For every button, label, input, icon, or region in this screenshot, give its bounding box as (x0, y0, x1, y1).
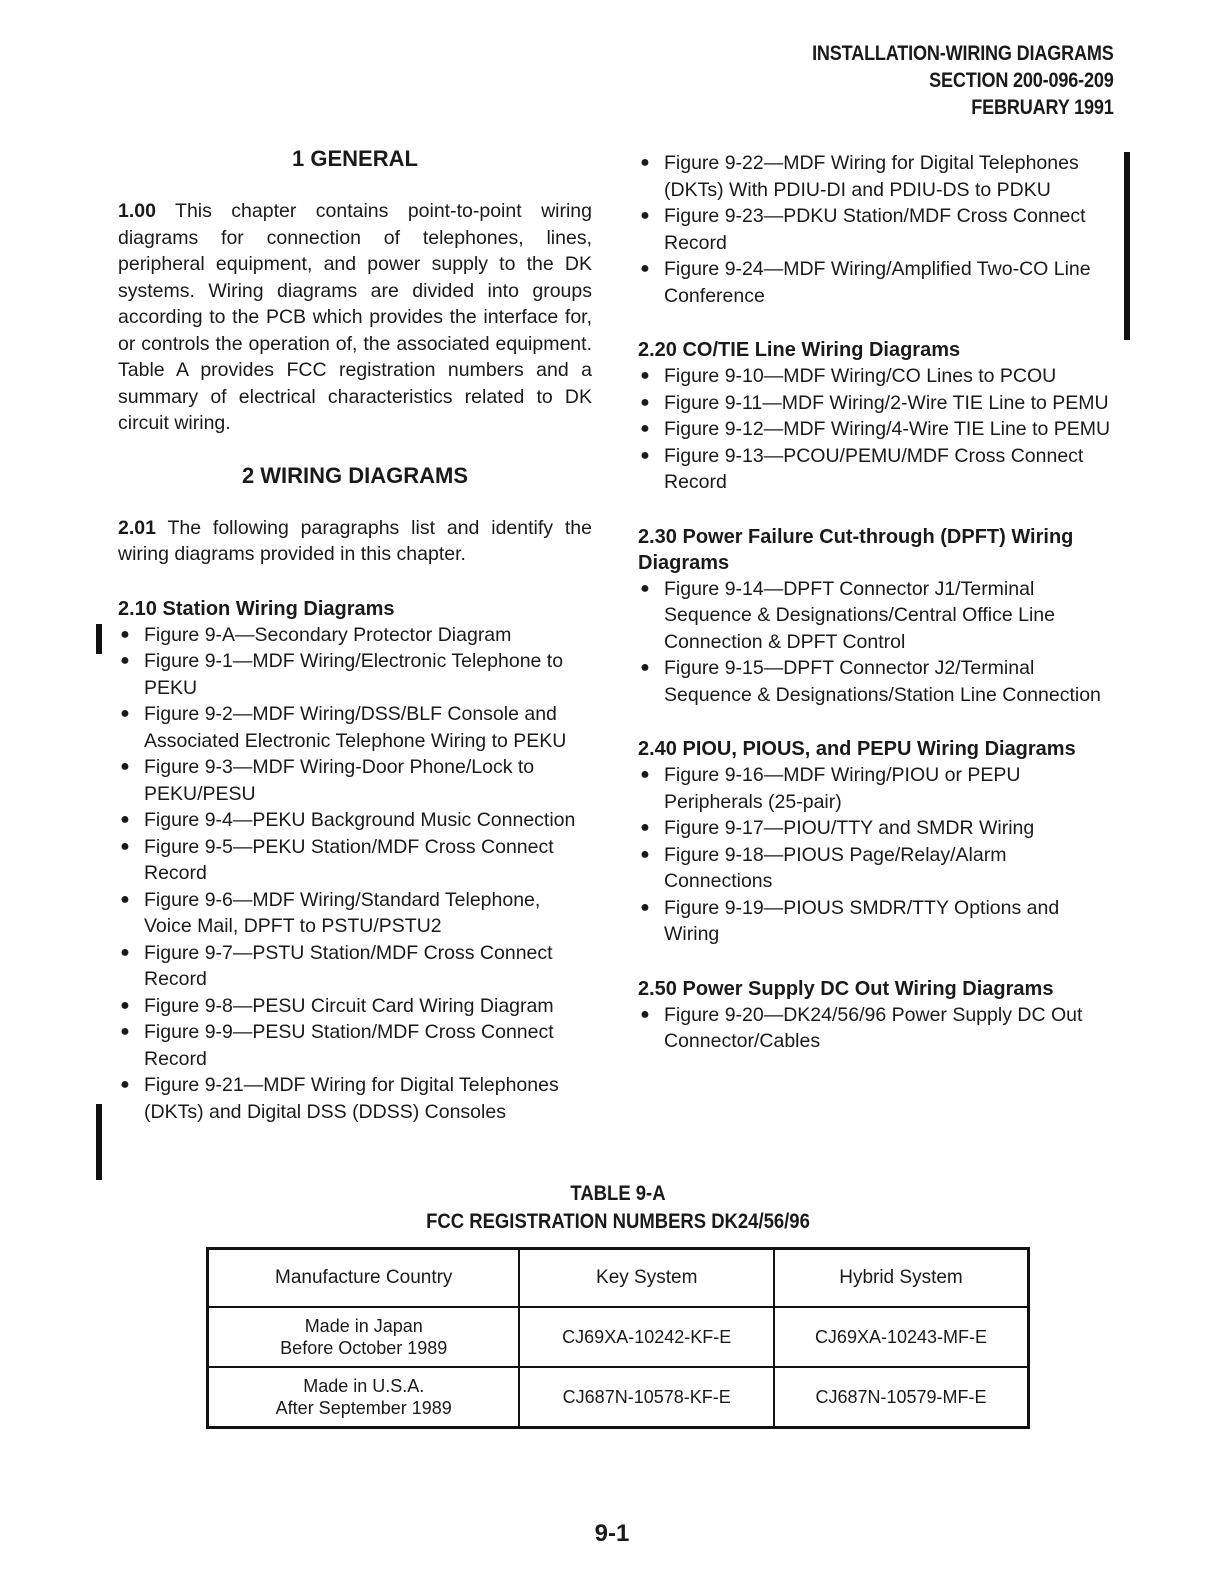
station-list (118, 622, 592, 1126)
bullet-icon: ● (640, 579, 650, 597)
list-item: ● Figure 9-13—PCOU/PEMU/MDF Cross Connect Record (638, 443, 1114, 496)
list-item: ● Figure 9-17—PIOU/TTY and SMDR Wiring (638, 815, 1114, 842)
dpft-heading: 2.30 Power Failure Cut-through (DPFT) Wiring Diagrams (638, 525, 1074, 574)
bullet-icon: ● (640, 420, 650, 437)
table-title: FCC REGISTRATION NUMBERS DK24/56/96 (426, 1210, 810, 1233)
table-row (208, 1307, 1029, 1367)
co-tie-heading: 2.20 CO/TIE Line Wiring Diagrams (638, 339, 961, 361)
list-item: ● Figure 9-6—MDF Wiring/Standard Telephone, Voice Mail, DPFT to PSTU/PSTU2 (118, 887, 592, 940)
list-item: ● Figure 9-11—MDF Wiring/2-Wire TIE Line to PEMU (638, 390, 1114, 417)
bullet-icon: ● (640, 1005, 650, 1023)
list-item: ● Figure 9-23—PDKU Station/MDF Cross Connect Record (638, 203, 1114, 256)
list-item: ● Figure 9-5—PEKU Station/MDF Cross Connect Record (118, 834, 592, 887)
bullet-icon: ● (120, 943, 130, 961)
fcc-registration-table (206, 1247, 1030, 1429)
bullet-icon: ● (640, 207, 650, 224)
column-header: Manufacture Country (208, 1249, 520, 1308)
bullet-icon: ● (120, 705, 130, 722)
wiring-paragraph (118, 515, 592, 568)
list-item: ● Figure 9-14—DPFT Connector J1/Terminal Sequence & Designations/Central Office Line Connection & DPFT Control (638, 576, 1114, 656)
header-section: SECTION 200-096-209 (929, 69, 1114, 92)
header-title: INSTALLATION-WIRING DIAGRAMS (812, 42, 1114, 65)
list-item: ● Figure 9-8—PESU Circuit Card Wiring Diagram (118, 993, 592, 1020)
bullet-icon: ● (120, 837, 130, 855)
list-item: ● Figure 9-7—PSTU Station/MDF Cross Connect Record (118, 940, 592, 993)
page-header (812, 40, 1114, 121)
left-column (118, 146, 592, 1125)
right-column (638, 150, 1114, 1055)
list-item: ● Figure 9-2—MDF Wiring/DSS/BLF Console and Associated Electronic Telephone Wiring to PEKU (118, 701, 592, 754)
bullet-icon: ● (120, 758, 130, 775)
general-paragraph (118, 198, 592, 437)
co-tie-list (638, 363, 1114, 496)
bullet-icon: ● (640, 367, 650, 384)
key-system-cell: CJ69XA-10242-KF-E (519, 1307, 774, 1367)
revision-bar (96, 1104, 102, 1180)
list-item: ● Figure 9-4—PEKU Background Music Connection (118, 807, 592, 834)
list-item: ● Figure 9-18—PIOUS Page/Relay/Alarm Connections (638, 842, 1114, 895)
table-caption (255, 1180, 980, 1236)
wiring-para-number: 2.01 (118, 516, 156, 539)
station-heading: 2.10 Station Wiring Diagrams (118, 597, 395, 620)
bullet-icon: ● (640, 819, 650, 836)
bullet-icon: ● (640, 659, 650, 676)
list-item: ● Figure 9-A—Secondary Protector Diagram (118, 622, 592, 649)
table-row (208, 1367, 1029, 1428)
general-para-text: This chapter contains point-to-point wiring diagrams for connection of telephones, lines, peripheral equipment, and power supply to the DK systems. Wiring diagrams are divided into groups according to the PCB which provides the interface for, or controls the operation of, the associated equipment. Table A provides FCC registration numbers and a summary of electrical characteristics related to DK circuit wiring. (118, 200, 592, 434)
list-item: ● Figure 9-15—DPFT Connector J2/Terminal Sequence & Designations/Station Line Connection (638, 655, 1114, 708)
list-item: ● Figure 9-3—MDF Wiring-Door Phone/Lock to PEKU/PESU (118, 754, 592, 807)
bullet-icon: ● (120, 996, 130, 1014)
piou-heading: 2.40 PIOU, PIOUS, and PEPU Wiring Diagrams (638, 738, 1076, 760)
bullet-icon: ● (120, 1023, 130, 1040)
bullet-icon: ● (120, 652, 130, 669)
bullet-icon: ● (640, 766, 650, 783)
list-item: ● Figure 9-20—DK24/56/96 Power Supply DC Out Connector/Cables (638, 1002, 1114, 1055)
bullet-icon: ● (120, 625, 130, 643)
column-header: Hybrid System (774, 1249, 1029, 1308)
bullet-icon: ● (640, 393, 650, 411)
page-number: 9-1 (594, 1520, 630, 1547)
general-para-number: 1.00 (118, 200, 156, 222)
dpft-list (638, 576, 1114, 709)
station-list-continued (638, 150, 1114, 309)
power-list (638, 1002, 1114, 1055)
hybrid-system-cell: CJ687N-10579-MF-E (774, 1367, 1029, 1428)
list-item: ● Figure 9-19—PIOUS SMDR/TTY Options and Wiring (638, 895, 1114, 948)
list-item: ● Figure 9-12—MDF Wiring/4-Wire TIE Line to PEMU (638, 416, 1114, 443)
country-cell: Made in Japan Before October 1989 (208, 1307, 520, 1367)
list-item: ● Figure 9-10—MDF Wiring/CO Lines to PCOU (638, 363, 1114, 390)
table-number: TABLE 9-A (570, 1182, 666, 1205)
bullet-icon: ● (640, 898, 650, 916)
wiring-para-text: The following paragraphs list and identify the wiring diagrams provided in this chapter. (118, 516, 592, 565)
power-heading: 2.50 Power Supply DC Out Wiring Diagrams (638, 977, 1054, 1000)
list-item: ● Figure 9-22—MDF Wiring for Digital Telephones (DKTs) With PDIU-DI and PDIU-DS to PDKU (638, 150, 1114, 203)
bullet-icon: ● (640, 260, 650, 277)
list-item: ● Figure 9-9—PESU Station/MDF Cross Connect Record (118, 1019, 592, 1072)
revision-bar (1124, 152, 1130, 340)
list-item: ● Figure 9-24—MDF Wiring/Amplified Two-CO Line Conference (638, 256, 1114, 309)
list-item: ● Figure 9-1—MDF Wiring/Electronic Telephone to PEKU (118, 648, 592, 701)
list-item: ● Figure 9-21—MDF Wiring for Digital Telephones (DKTs) and Digital DSS (DDSS) Consoles (118, 1072, 592, 1125)
wiring-title: 2 WIRING DIAGRAMS (241, 462, 469, 488)
revision-bar (96, 624, 102, 654)
header-date: FEBRUARY 1991 (971, 96, 1114, 119)
country-cell: Made in U.S.A. After September 1989 (208, 1367, 520, 1428)
general-title: 1 GENERAL (292, 146, 418, 171)
piou-list (638, 762, 1114, 948)
bullet-icon: ● (120, 811, 130, 828)
column-header: Key System (519, 1249, 774, 1308)
key-system-cell: CJ687N-10578-KF-E (519, 1367, 774, 1428)
bullet-icon: ● (120, 890, 130, 908)
bullet-icon: ● (640, 154, 650, 171)
bullet-icon: ● (640, 446, 650, 464)
bullet-icon: ● (640, 845, 650, 863)
bullet-icon: ● (120, 1076, 130, 1093)
hybrid-system-cell: CJ69XA-10243-MF-E (774, 1307, 1029, 1367)
list-item: ● Figure 9-16—MDF Wiring/PIOU or PEPU Peripherals (25-pair) (638, 762, 1114, 815)
table-header-row (208, 1249, 1029, 1308)
